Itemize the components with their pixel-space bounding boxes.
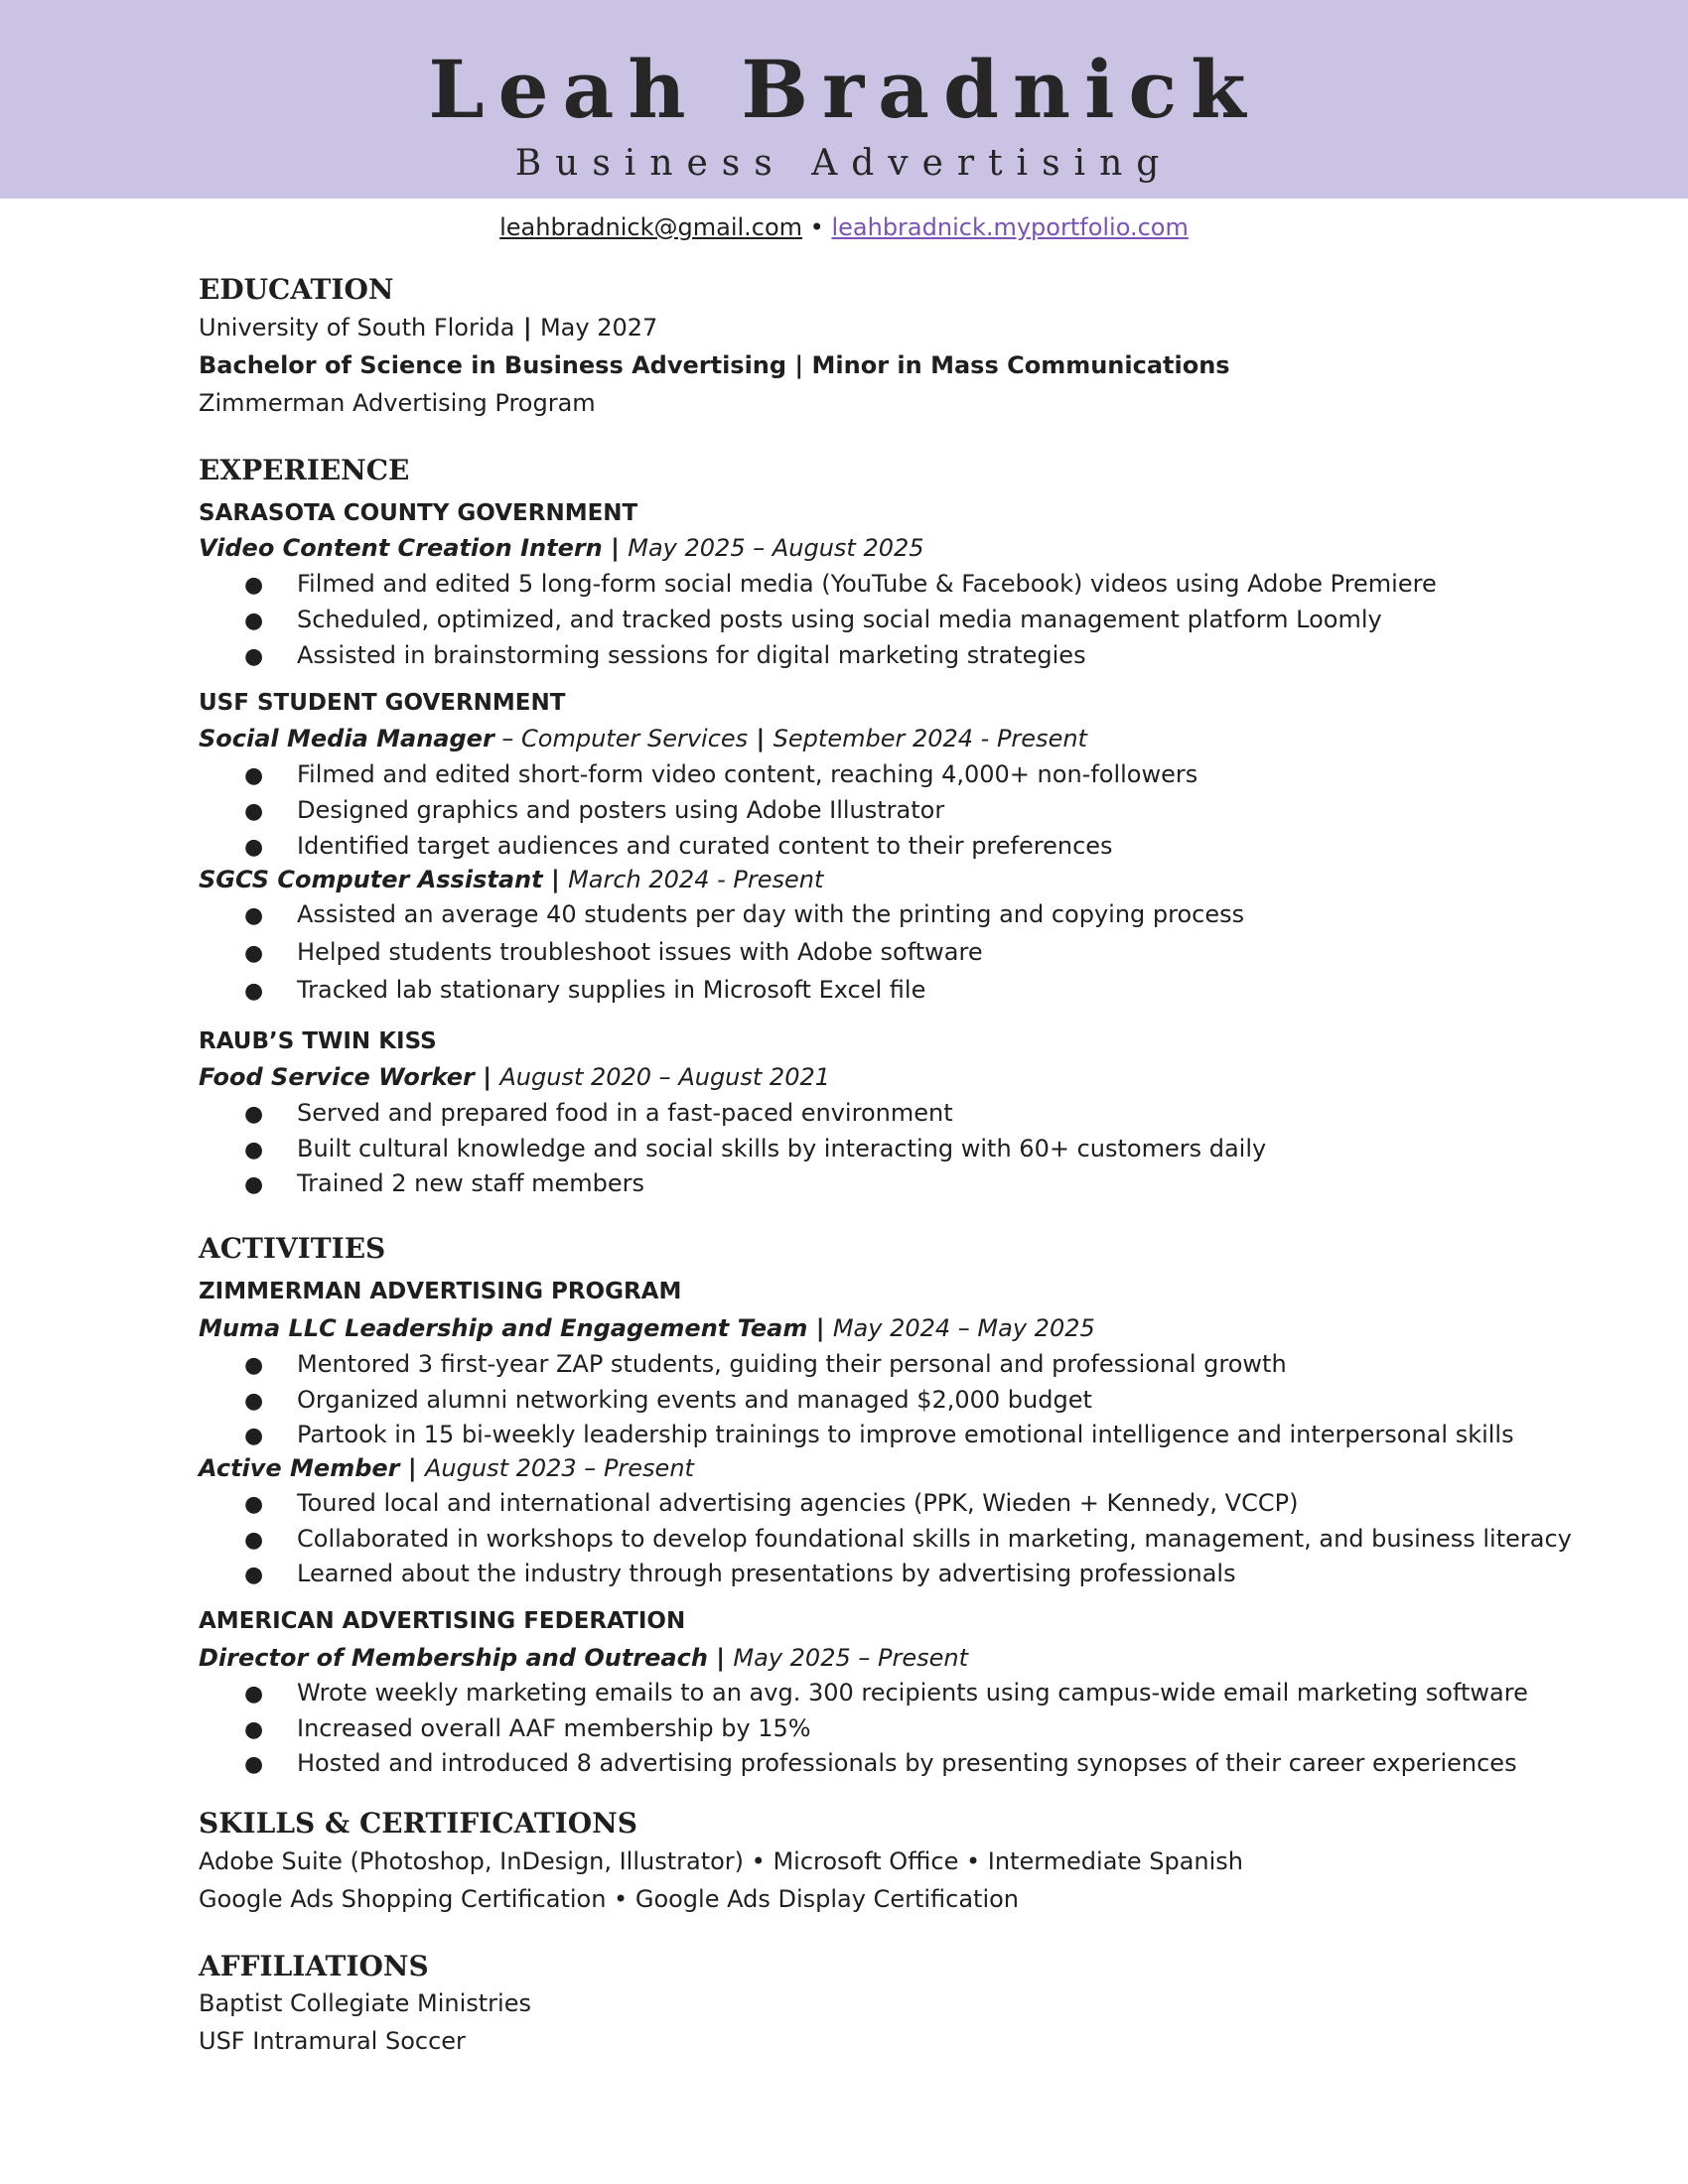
separator: | <box>807 1314 833 1342</box>
contact-separator: • <box>802 213 832 241</box>
separator: | <box>399 1454 425 1482</box>
section-heading-activities: ACTIVITIES <box>199 1232 386 1265</box>
bullet-icon: ● <box>244 1752 264 1777</box>
list-item: ● Assisted an average 40 students per day with the printing and copying process <box>244 897 1244 933</box>
candidate-name: Leah Bradnick <box>428 43 1260 136</box>
contact-line <box>0 209 1688 245</box>
bullet-icon: ● <box>244 1717 264 1742</box>
skills-line: Adobe Suite (Photoshop, InDesign, Illustrator) • Microsoft Office • Intermediate Spanish <box>199 1847 1243 1875</box>
org-name: USF STUDENT GOVERNMENT <box>199 690 566 716</box>
bullet-icon: ● <box>244 835 264 860</box>
bullet-icon: ● <box>244 903 264 928</box>
list-item: ● Organized alumni networking events and managed $2,000 budget <box>244 1383 1092 1419</box>
role-line <box>199 1060 830 1094</box>
role-line <box>199 1641 968 1675</box>
bullet-icon: ● <box>244 644 264 669</box>
role-line <box>199 722 1087 755</box>
list-item: ● Increased overall AAF membership by 15% <box>244 1711 811 1747</box>
org-name: ZIMMERMAN ADVERTISING PROGRAM <box>199 1279 682 1304</box>
bullet-icon: ● <box>244 1528 264 1553</box>
bullet-icon: ● <box>244 979 264 1004</box>
org-name: RAUB’S TWIN KISS <box>199 1028 437 1054</box>
bullet-icon: ● <box>244 1424 264 1448</box>
list-item: ● Identified target audiences and curated content to their preferences <box>244 829 1113 865</box>
list-item: USF Intramural Soccer <box>199 2027 466 2055</box>
list-item: ● Wrote weekly marketing emails to an avg. 300 recipients using campus-wide email marketing software <box>244 1676 1528 1711</box>
list-item: ● Assisted in brainstorming sessions for digital marketing strategies <box>244 638 1086 674</box>
role-dates: May 2025 – Present <box>733 1644 968 1672</box>
list-item: ● Filmed and edited 5 long-form social media (YouTube & Facebook) videos using Adobe Premiere <box>244 567 1437 603</box>
org-name: SARASOTA COUNTY GOVERNMENT <box>199 500 638 526</box>
section-heading-affiliations: AFFILIATIONS <box>199 1950 429 1982</box>
section-heading-skills: SKILLS & CERTIFICATIONS <box>199 1807 637 1840</box>
program: Zimmerman Advertising Program <box>199 389 596 417</box>
bullet-icon: ● <box>244 1492 264 1517</box>
role-title: Muma LLC Leadership and Engagement Team <box>199 1314 808 1342</box>
role-line <box>199 1451 694 1485</box>
list-item: ● Mentored 3 first-year ZAP students, guiding their personal and professional growth <box>244 1347 1287 1383</box>
bullet-icon: ● <box>244 1138 264 1162</box>
list-item: ● Built cultural knowledge and social skills by interacting with 60+ customers daily <box>244 1132 1266 1167</box>
email-link[interactable]: leahbradnick@gmail.com <box>499 213 803 241</box>
list-item: ● Helped students troubleshoot issues with Adobe software <box>244 935 983 971</box>
role-title: Active Member <box>199 1454 400 1482</box>
bullet-icon: ● <box>244 573 264 598</box>
list-item: ● Scheduled, optimized, and tracked posts using social media management platform Loomly <box>244 603 1382 638</box>
separator: | <box>542 866 569 893</box>
separator: | <box>514 314 540 341</box>
role-line <box>199 863 823 896</box>
list-item: ● Filmed and edited short-form video content, reaching 4,000+ non-followers <box>244 757 1197 793</box>
separator: | <box>707 1644 734 1672</box>
role-dates: March 2024 - Present <box>568 866 824 893</box>
list-item: ● Collaborated in workshops to develop foundational skills in marketing, management, and business literacy <box>244 1522 1572 1558</box>
degree: Bachelor of Science in Business Advertising | Minor in Mass Communications <box>199 351 1230 379</box>
bullet-icon: ● <box>244 609 264 633</box>
list-item: ● Designed graphics and posters using Adobe Illustrator <box>244 793 944 829</box>
role-department: – Computer Services <box>493 725 749 752</box>
separator: | <box>474 1063 500 1091</box>
role-dates: September 2024 - Present <box>773 725 1087 752</box>
separator: | <box>602 534 629 562</box>
role-title: Video Content Creation Intern <box>199 534 603 562</box>
bullet-icon: ● <box>244 1389 264 1414</box>
graduation-date: May 2027 <box>539 314 658 341</box>
education-school-line <box>199 311 657 344</box>
role-title: SGCS Computer Assistant <box>199 866 543 893</box>
separator: | <box>748 725 774 752</box>
bullet-icon: ● <box>244 763 264 788</box>
section-heading-experience: EXPERIENCE <box>199 454 410 486</box>
list-item: ● Learned about the industry through presentations by advertising professionals <box>244 1557 1236 1592</box>
bullet-icon: ● <box>244 1682 264 1706</box>
bullet-icon: ● <box>244 1353 264 1378</box>
school-name: University of South Florida <box>199 314 515 341</box>
role-dates: August 2023 – Present <box>424 1454 694 1482</box>
certifications-line: Google Ads Shopping Certification • Google Ads Display Certification <box>199 1885 1020 1913</box>
role-line <box>199 1311 1095 1345</box>
role-dates: August 2020 – August 2021 <box>499 1063 831 1091</box>
list-item: ● Hosted and introduced 8 advertising professionals by presenting synopses of their career experiences <box>244 1746 1517 1782</box>
bullet-icon: ● <box>244 799 264 824</box>
role-line <box>199 531 924 565</box>
role-dates: May 2025 – August 2025 <box>628 534 924 562</box>
role-dates: May 2024 – May 2025 <box>832 1314 1095 1342</box>
list-item: ● Toured local and international advertising agencies (PPK, Wieden + Kennedy, VCCP) <box>244 1486 1298 1522</box>
list-item: ● Served and prepared food in a fast-paced environment <box>244 1096 953 1132</box>
org-name: AMERICAN ADVERTISING FEDERATION <box>199 1608 686 1634</box>
portfolio-link[interactable]: leahbradnick.myportfolio.com <box>831 213 1189 241</box>
bullet-icon: ● <box>244 1172 264 1197</box>
list-item: ● Trained 2 new staff members <box>244 1166 644 1202</box>
bullet-icon: ● <box>244 1102 264 1127</box>
list-item: ● Partook in 15 bi-weekly leadership trainings to improve emotional intelligence and interpersonal skills <box>244 1418 1514 1453</box>
role-title: Social Media Manager <box>199 725 494 752</box>
section-heading-education: EDUCATION <box>199 273 394 306</box>
list-item: ● Tracked lab stationary supplies in Microsoft Excel file <box>244 973 925 1009</box>
role-title: Director of Membership and Outreach <box>199 1644 708 1672</box>
role-title: Food Service Worker <box>199 1063 475 1091</box>
list-item: Baptist Collegiate Ministries <box>199 1989 531 2017</box>
bullet-icon: ● <box>244 941 264 966</box>
candidate-title: Business Advertising <box>514 143 1174 184</box>
bullet-icon: ● <box>244 1563 264 1587</box>
